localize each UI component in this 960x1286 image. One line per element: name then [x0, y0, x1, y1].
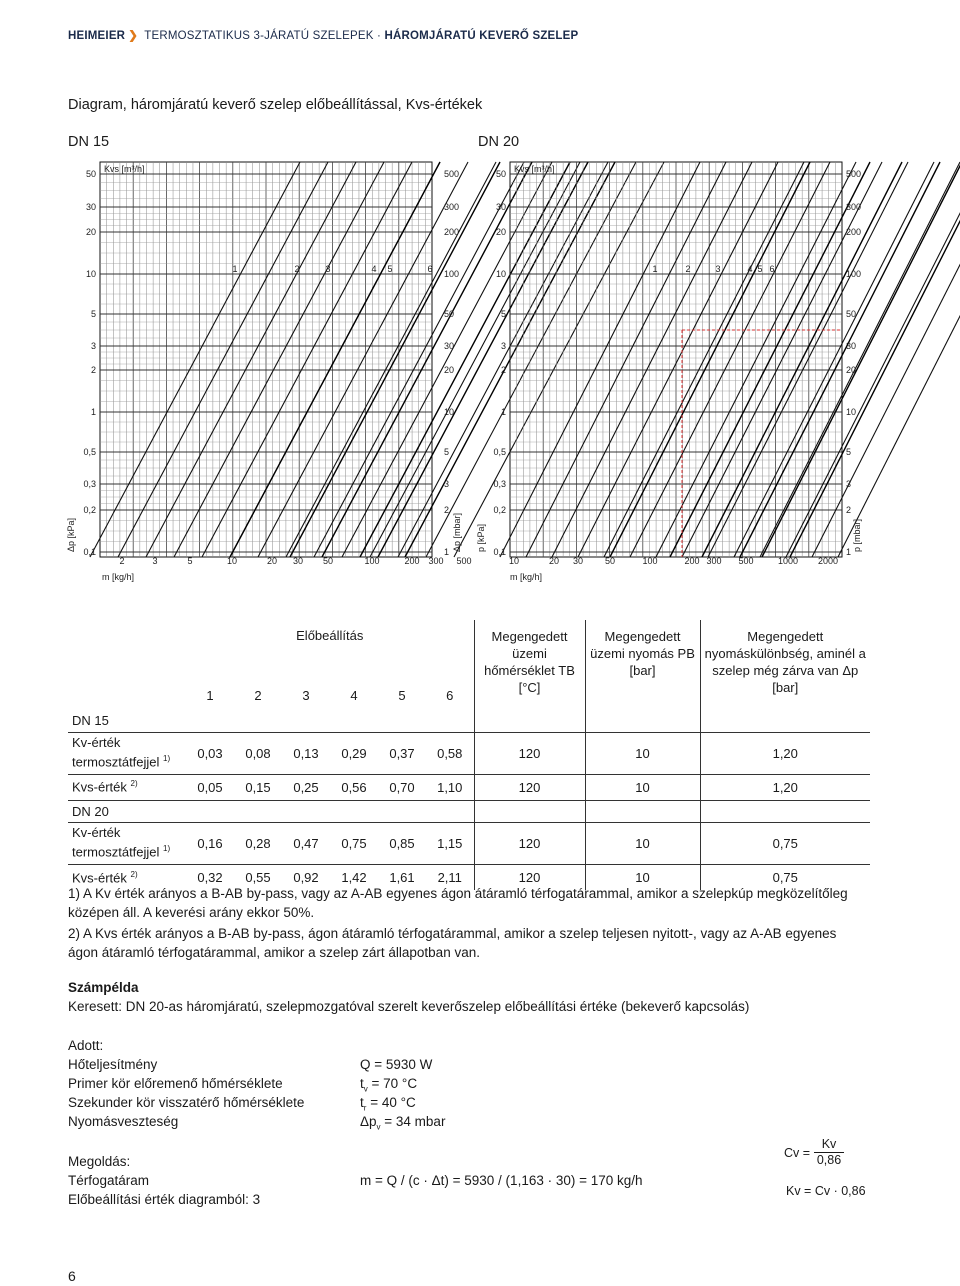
right-tick-label: 3 — [846, 479, 852, 489]
left-tick-label: 2 — [90, 365, 96, 375]
kv-line — [760, 162, 960, 557]
dp-cell: 0,75 — [700, 864, 870, 890]
left-tick-label: 20 — [495, 227, 506, 237]
kv-cell: 0,03 — [186, 732, 234, 774]
kvs-axis-label: Kvs [m³/h] — [514, 164, 555, 174]
curve-label: 3 — [715, 264, 721, 274]
dn15-kvs-diagram — [60, 152, 470, 592]
footnote-2: 2) A Kvs érték arányos a B-AB by-pass, ágon átáramló térfogatárammal, amikor a szelep teljesen nyitott-, vagy az A-AB egyenes ágon átáramló térfogatárammal, amikor a szelep zárt állapotban van. — [68, 926, 837, 960]
left-tick-label: 1 — [500, 407, 506, 417]
flow-label: Térfogatáram — [68, 1173, 150, 1188]
bottom-tick-label: 300 — [706, 556, 722, 566]
row-label: Kvs-érték — [72, 869, 127, 885]
dp-cell: 1,20 — [700, 732, 870, 774]
pb-header: Megengedett üzemi nyomás PB [bar] — [585, 620, 700, 710]
curve-label: 2 — [685, 264, 691, 274]
dp-header: Megengedett nyomáskülönbség, aminél a szelep még zárva van Δp [bar] — [700, 620, 870, 710]
brand-arrow-icon: ❯ — [128, 30, 139, 42]
cv-denominator: 0,86 — [816, 1153, 842, 1167]
dp-cell: 1,20 — [700, 774, 870, 800]
bottom-tick-label: 500 — [738, 556, 754, 566]
bottom-tick-label: 20 — [266, 556, 278, 566]
given-heading: Adott: — [68, 1038, 104, 1053]
right-tick-label: 1 — [846, 547, 852, 557]
right-tick-label: 500 — [444, 169, 460, 179]
left-tick-label: 0,5 — [83, 447, 96, 457]
kv-line — [552, 162, 752, 557]
preset-curve — [230, 162, 440, 557]
kv-line — [708, 162, 908, 557]
flow-equation: m = Q / (c · Δt) = 5930 / (1,163 · 30) = 170 kg/h — [360, 1173, 643, 1188]
left-tick-label: 0,1 — [83, 547, 96, 557]
pb-cell: 10 — [585, 822, 700, 864]
right-tick-label: 200 — [846, 227, 862, 237]
given-label: Szekunder kör visszatérő hőmérséklete — [68, 1095, 305, 1110]
curve-label: 5 — [387, 264, 393, 274]
bottom-tick-label: 300 — [428, 556, 444, 566]
footnote-1: 1) A Kv érték arányos a B-AB by-pass, vagy az A-AB egyenes ágon átáramló térfogatárammal, amikor a szelepkúp megközelítőleg középen áll. A keverési arány ekkor 50%. — [68, 886, 848, 920]
tb-cell: 120 — [474, 774, 585, 800]
preset-curve — [290, 162, 500, 557]
right-tick-label: 200 — [444, 227, 460, 237]
kv-cell: 0,58 — [426, 732, 474, 774]
preset-curve — [610, 162, 810, 557]
kv-cell: 1,15 — [426, 822, 474, 864]
kv-cell: 0,28 — [234, 822, 282, 864]
right-tick-label: 30 — [444, 341, 455, 351]
dn20-diagram-label: DN 20 — [478, 134, 520, 150]
left-tick-label: 10 — [495, 269, 506, 279]
spec-table — [68, 620, 870, 890]
kv-line — [604, 162, 804, 557]
x-axis-title: m [kg/h] — [102, 572, 135, 582]
preset-number: 4 — [350, 687, 358, 703]
pb-cell: 10 — [585, 774, 700, 800]
right-tick-label: 100 — [846, 269, 862, 279]
right-tick-label: 20 — [846, 365, 857, 375]
x-axis-title: m [kg/h] — [510, 572, 543, 582]
right-tick-label: 2 — [846, 505, 852, 515]
page-title: Diagram, háromjáratú keverő szelep előbeállítással, Kvs-értékek — [68, 97, 483, 113]
preset-number: 6 — [446, 687, 454, 703]
left-tick-label: 20 — [85, 227, 96, 237]
bottom-tick-label: 30 — [292, 556, 304, 566]
kvs-cell: 0,15 — [234, 774, 282, 800]
kvs-cell: 0,32 — [197, 869, 223, 885]
preset-header: Előbeállítás — [296, 628, 364, 643]
preset-number: 3 — [302, 687, 310, 703]
footnote-ref: 2) — [130, 869, 138, 879]
preset-number: 1 — [206, 687, 214, 703]
bottom-tick-label: 500 — [456, 556, 472, 566]
cv-numerator: Kv — [814, 1137, 844, 1153]
dn15-diagram-label: DN 15 — [68, 134, 110, 150]
brand-logo: HEIMEIER — [68, 30, 126, 42]
bottom-tick-label: 50 — [604, 556, 616, 566]
solution-heading: Megoldás: — [68, 1154, 131, 1169]
right-tick-label: 500 — [846, 169, 862, 179]
left-tick-label: 0,1 — [493, 547, 506, 557]
kvs-cell: 1,61 — [389, 869, 415, 885]
footnote-ref: 1) — [163, 754, 171, 764]
right-tick-label: 2 — [444, 505, 450, 515]
left-tick-label: 30 — [495, 202, 506, 212]
right-tick-label: 5 — [444, 447, 450, 457]
curve-label: 3 — [325, 264, 331, 274]
bottom-tick-label: 3 — [152, 556, 158, 566]
tb-cell: 120 — [474, 822, 585, 864]
kvs-cell: 0,92 — [293, 869, 319, 885]
kv-line — [630, 162, 830, 557]
right-tick-label: 300 — [444, 202, 460, 212]
left-tick-label: 0,5 — [493, 447, 506, 457]
preset-result: Előbeállítási érték diagramból: 3 — [68, 1192, 261, 1207]
cv-formula-fraction — [814, 1137, 844, 1168]
kv-cell: 0,47 — [282, 822, 330, 864]
page-number: 6 — [68, 1268, 76, 1284]
kvs-cell: 2,11 — [437, 869, 462, 885]
left-tick-label: 2 — [500, 365, 506, 375]
left-axis-title: Δp [kPa] — [66, 517, 76, 552]
curve-label: 6 — [427, 264, 433, 274]
bottom-tick-label: 200 — [404, 556, 420, 566]
given-value: $\Delta p_v = 34$ mbar — [360, 1114, 446, 1132]
bottom-tick-label: 2000 — [817, 556, 839, 566]
kv-line — [118, 162, 331, 557]
bottom-tick-label: 10 — [508, 556, 520, 566]
kvs-axis-label: Kvs [m³/h] — [104, 164, 145, 174]
kv-line — [146, 162, 356, 557]
row-label: Kv-érték termosztátfejjel — [72, 825, 160, 860]
dn20-kvs-diagram — [470, 152, 880, 592]
left-tick-label: 50 — [495, 169, 506, 179]
curve-label: 1 — [652, 264, 658, 274]
kv-cell: 0,75 — [330, 822, 378, 864]
tb-cell: 120 — [474, 732, 585, 774]
kv-line — [786, 162, 960, 557]
kv-cell: 0,08 — [234, 732, 282, 774]
kv-cell: 0,29 — [330, 732, 378, 774]
kv-cell: 0,16 — [186, 822, 234, 864]
kvs-cell: 0,56 — [330, 774, 378, 800]
table-row — [68, 774, 870, 800]
left-tick-label: 30 — [85, 202, 96, 212]
table-row — [68, 732, 870, 774]
left-tick-label: 0,3 — [493, 479, 506, 489]
given-label: Primer kör előremenő hőmérséklete — [68, 1076, 283, 1091]
left-tick-label: 0,2 — [493, 505, 506, 515]
kvs-cell: 0,55 — [245, 869, 271, 885]
page-header — [68, 28, 578, 42]
right-axis-title: p [mbar] — [852, 518, 862, 552]
given-value: $t_r = 40$ °C — [360, 1095, 416, 1113]
bottom-tick-label: 20 — [548, 556, 560, 566]
bottom-tick-label: 10 — [226, 556, 238, 566]
header-section-bold: HÁROMJÁRATÚ KEVERŐ SZELEP — [384, 30, 579, 42]
bottom-tick-label: 5 — [187, 556, 193, 566]
preset-number: 2 — [254, 687, 262, 703]
right-tick-label: 10 — [846, 407, 857, 417]
right-tick-label: 10 — [444, 407, 455, 417]
given-label: Nyomásveszteség — [68, 1114, 179, 1129]
left-tick-label: 50 — [85, 169, 96, 179]
row-label: Kv-érték termosztátfejjel — [72, 735, 160, 770]
dp-cell: 0,75 — [700, 822, 870, 864]
given-label: Hőteljesítmény — [68, 1057, 158, 1072]
bottom-tick-label: 200 — [684, 556, 700, 566]
bottom-tick-label: 30 — [572, 556, 584, 566]
left-tick-label: 0,3 — [83, 479, 96, 489]
right-tick-label: 20 — [444, 365, 455, 375]
footnote-ref: 1) — [163, 844, 171, 854]
example-task: Keresett: DN 20-as háromjáratú, szelepmozgatóval szerelt keverőszelep előbeállítási értéke (bekeverő kapcsolás) — [68, 999, 750, 1014]
example-heading: Számpélda — [68, 980, 139, 995]
right-tick-label: 30 — [846, 341, 857, 351]
left-tick-label: 1 — [90, 407, 96, 417]
kv-line — [838, 162, 960, 557]
preset-number: 5 — [398, 687, 406, 703]
tb-cell: 120 — [474, 864, 585, 890]
kv-cell: 0,13 — [282, 732, 330, 774]
right-tick-label: 50 — [444, 309, 455, 319]
curve-label: 4 — [747, 264, 753, 274]
left-axis-title: p [kPa] — [476, 523, 486, 552]
left-tick-label: 5 — [90, 309, 96, 319]
left-tick-label: 3 — [500, 341, 506, 351]
curve-label: 1 — [232, 264, 238, 274]
dn20-row-label: DN 20 — [68, 800, 474, 822]
kvs-cell: 1,10 — [426, 774, 474, 800]
kvs-cell: 0,05 — [186, 774, 234, 800]
kv-cell: 0,85 — [378, 822, 426, 864]
dn15-row-label: DN 15 — [68, 710, 474, 732]
table-row — [68, 822, 870, 864]
curve-label: 5 — [757, 264, 763, 274]
curve-label: 4 — [371, 264, 377, 274]
right-tick-label: 100 — [444, 269, 460, 279]
right-tick-label: 3 — [444, 479, 450, 489]
pb-cell: 10 — [585, 732, 700, 774]
curve-label: 6 — [769, 264, 775, 274]
kv-cell: 0,37 — [378, 732, 426, 774]
right-tick-label: 1 — [444, 547, 450, 557]
kv-line — [202, 162, 412, 557]
bottom-tick-label: 1000 — [777, 556, 799, 566]
bottom-tick-label: 50 — [322, 556, 334, 566]
bottom-tick-label: 2 — [119, 556, 125, 566]
kv-line — [90, 162, 300, 557]
cv-formula-left: Cv = — [784, 1146, 811, 1160]
right-tick-label: 300 — [846, 202, 862, 212]
left-tick-label: 10 — [85, 269, 96, 279]
left-tick-label: 5 — [500, 309, 506, 319]
right-tick-label: 50 — [846, 309, 857, 319]
kvs-cell: 0,70 — [378, 774, 426, 800]
left-tick-label: 0,2 — [83, 505, 96, 515]
kvs-cell: 1,42 — [341, 869, 367, 885]
kv-line — [578, 162, 778, 557]
given-value: $t_v = 70$ °C — [360, 1076, 418, 1094]
kv-formula: Kv = Cv · 0,86 — [786, 1184, 866, 1198]
header-section: TERMOSZTATIKUS 3-JÁRATÚ SZELEPEK · — [144, 30, 382, 42]
kv-line — [734, 162, 934, 557]
curve-label: 2 — [294, 264, 300, 274]
kv-line — [656, 162, 856, 557]
right-axis-title: Δp [mbar] — [452, 512, 462, 552]
row-label: Kvs-érték — [72, 779, 127, 795]
pb-cell: 10 — [585, 864, 700, 890]
bottom-tick-label: 100 — [642, 556, 658, 566]
kvs-cell: 0,25 — [282, 774, 330, 800]
bottom-tick-label: 100 — [364, 556, 380, 566]
right-tick-label: 5 — [846, 447, 852, 457]
tb-header: Megengedett üzemi hőmérséklet TB [°C] — [474, 620, 585, 710]
footnote-ref: 2) — [130, 779, 138, 789]
left-tick-label: 3 — [90, 341, 96, 351]
given-value: Q = 5930 W — [360, 1057, 433, 1072]
